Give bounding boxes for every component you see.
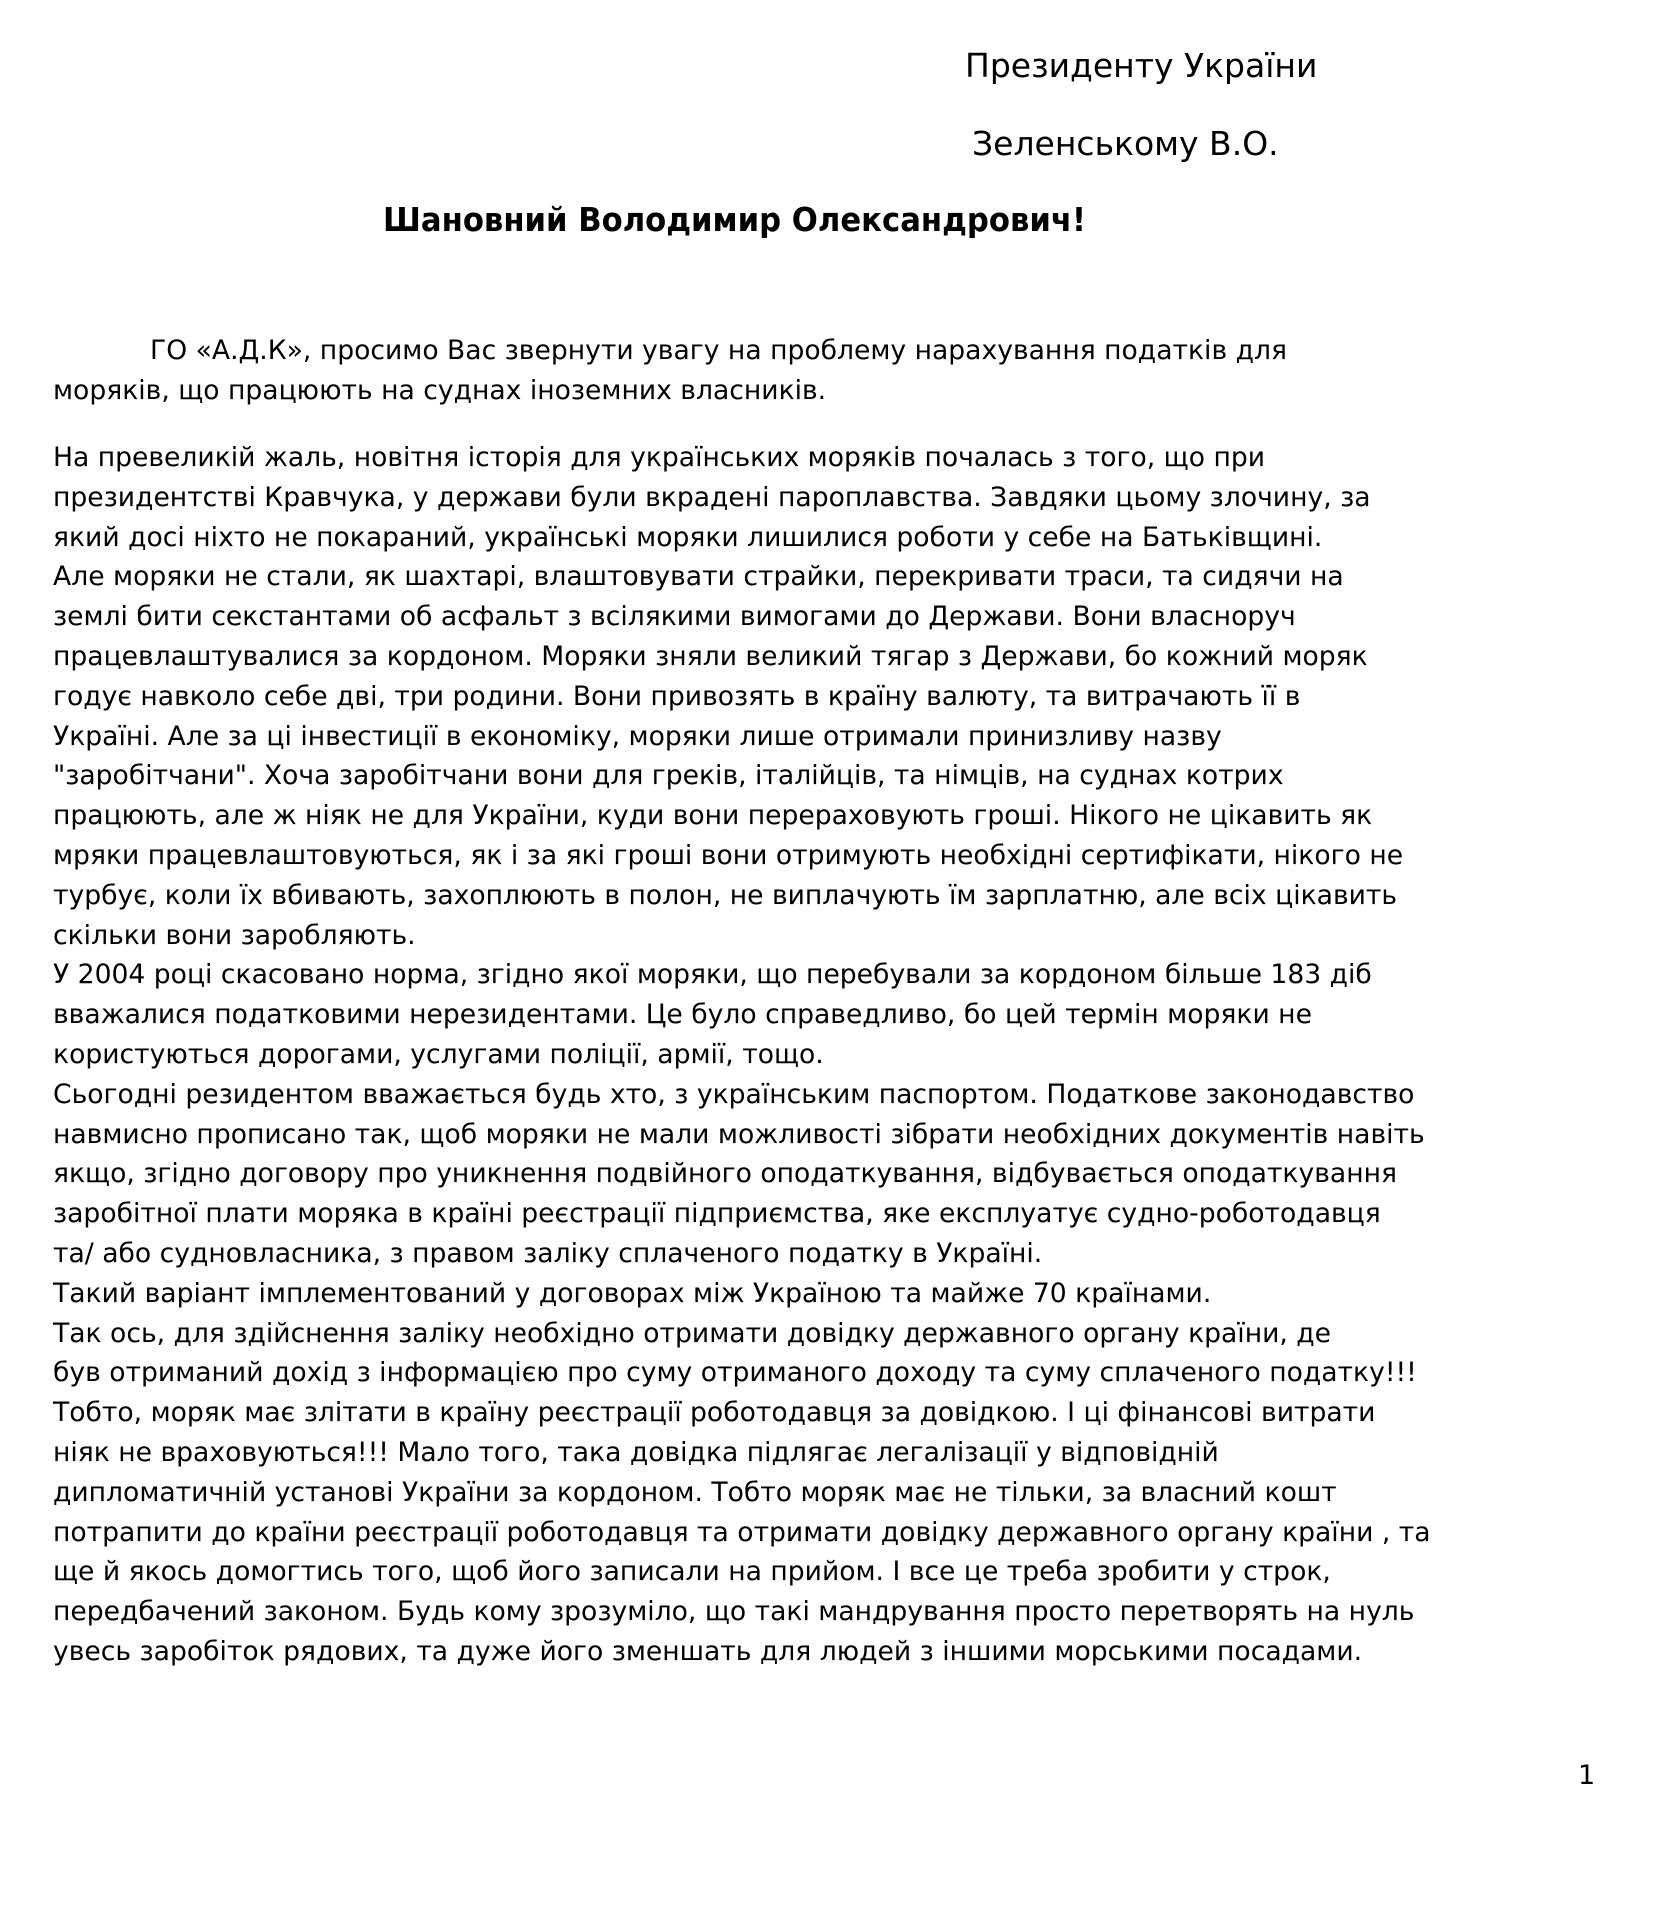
body-line: та/ або судновласника, з правом заліку сплаченого податку в Україні. — [53, 1237, 1043, 1269]
addressee-title: Президенту України — [965, 46, 1318, 85]
body-line: який досі ніхто не покараний, українські моряки лишилися роботи у себе на Батьківщині. — [53, 521, 1323, 553]
body-line: мряки працевлаштовуються, як і за які гроші вони отримують необхідні сертифікати, нікого не — [53, 839, 1404, 871]
body-line: заробітної плати моряка в країні реєстрації підприємства, яке експлуатує судно-роботодавця — [53, 1198, 1381, 1230]
body-line: ще й якось домогтись того, щоб його записали на прийом. І все це треба зробити у строк, — [53, 1556, 1331, 1588]
body-line: потрапити до країни реєстрації роботодавця та отримати довідку державного органу країни , та — [53, 1516, 1431, 1548]
body-line: годує навколо себе дві, три родини. Вони привозять в країну валюту, та витрачають її в — [53, 680, 1301, 712]
page-number: 1 — [1578, 1760, 1596, 1791]
body-line: вважалися податковими нерезидентами. Це було справедливо, бо цей термін моряки не — [53, 999, 1312, 1031]
body-line: Україні. Але за ці інвестиції в економіку, моряки лише отримали принизливу назву — [53, 720, 1222, 752]
intro-paragraph — [53, 331, 1287, 411]
body-line: дипломатичній установі України за кордоном. Тобто моряк має не тільки, за власний кошт — [53, 1476, 1337, 1508]
body-line: У 2004 році скасовано норма, згідно якої моряки, що перебували за кордоном більше 183 діб — [53, 959, 1372, 991]
body-line: скільки вони заробляють. — [53, 919, 416, 951]
intro-line: ГО «А.Д.К», просимо Вас звернути увагу на проблему нарахування податків для — [150, 335, 1287, 366]
body-line: На превеликій жаль, новітня історія для українських моряків почалась з того, що при — [53, 442, 1266, 473]
main-body-text — [53, 438, 1431, 1672]
body-line: увесь заробіток рядових, та дуже його зменшать для людей з іншими морськими посадами. — [53, 1635, 1363, 1667]
body-line: Так ось, для здійснення заліку необхідно отримати довідку державного органу країни, де — [53, 1317, 1332, 1349]
intro-line: моряків, що працюють на суднах іноземних власників. — [53, 374, 827, 406]
body-line: передбачений законом. Будь кому зрозуміло, що такі мандрування просто перетворять на нуль — [53, 1596, 1415, 1628]
body-line: землі бити секстантами об асфальт з всілякими вимогами до Держави. Вони власноруч — [53, 601, 1296, 633]
body-line: ніяк не враховуються!!! Мало того, така довідка підлягає легалізації у відповідній — [53, 1436, 1219, 1468]
body-line: Але моряки не стали, як шахтарі, влаштовувати страйки, перекривати траси, та сидячи на — [53, 561, 1344, 593]
body-line: президентстві Кравчука, у держави були вкрадені пароплавства. Завдяки цьому злочину, за — [53, 481, 1371, 513]
body-line: Сьогодні резидентом вважається будь хто, з українським паспортом. Податкове законодавство — [53, 1078, 1415, 1110]
body-line: працюють, але ж ніяк не для України, куди вони перераховують гроші. Нікого не цікавить як — [53, 800, 1373, 832]
addressee-name: Зеленському В.О. — [972, 124, 1279, 163]
body-line: користуються дорогами, услугами поліції, армії, тощо. — [53, 1038, 824, 1070]
body-line: Тобто, моряк має злітати в країну реєстрації роботодавця за довідкою. І ці фінансові витрати — [53, 1397, 1376, 1429]
body-line: Такий варіант імплементований у договорах між Україною та майже 70 країнами. — [53, 1277, 1212, 1309]
body-line: турбує, коли їх вбивають, захоплюють в полон, не виплачують їм зарплатню, але всіх цікавить — [53, 879, 1398, 911]
body-line: був отриманий дохід з інформацією про суму отриманого доходу та суму сплаченого податку!!! — [53, 1357, 1417, 1389]
salutation-heading: Шановний Володимир Олександрович! — [383, 200, 1086, 239]
body-line: працевлаштувалися за кордоном. Моряки зняли великий тягар з Держави, бо кожний моряк — [53, 640, 1368, 672]
body-line: якщо, згідно договору про уникнення подвійного оподаткування, відбувається оподаткування — [53, 1158, 1397, 1190]
body-line: навмисно прописано так, щоб моряки не мали можливості зібрати необхідних документів навіть — [53, 1118, 1425, 1150]
body-line: "заробітчани". Хоча заробітчани вони для греків, італійців, та німців, на суднах котрих — [53, 760, 1284, 792]
